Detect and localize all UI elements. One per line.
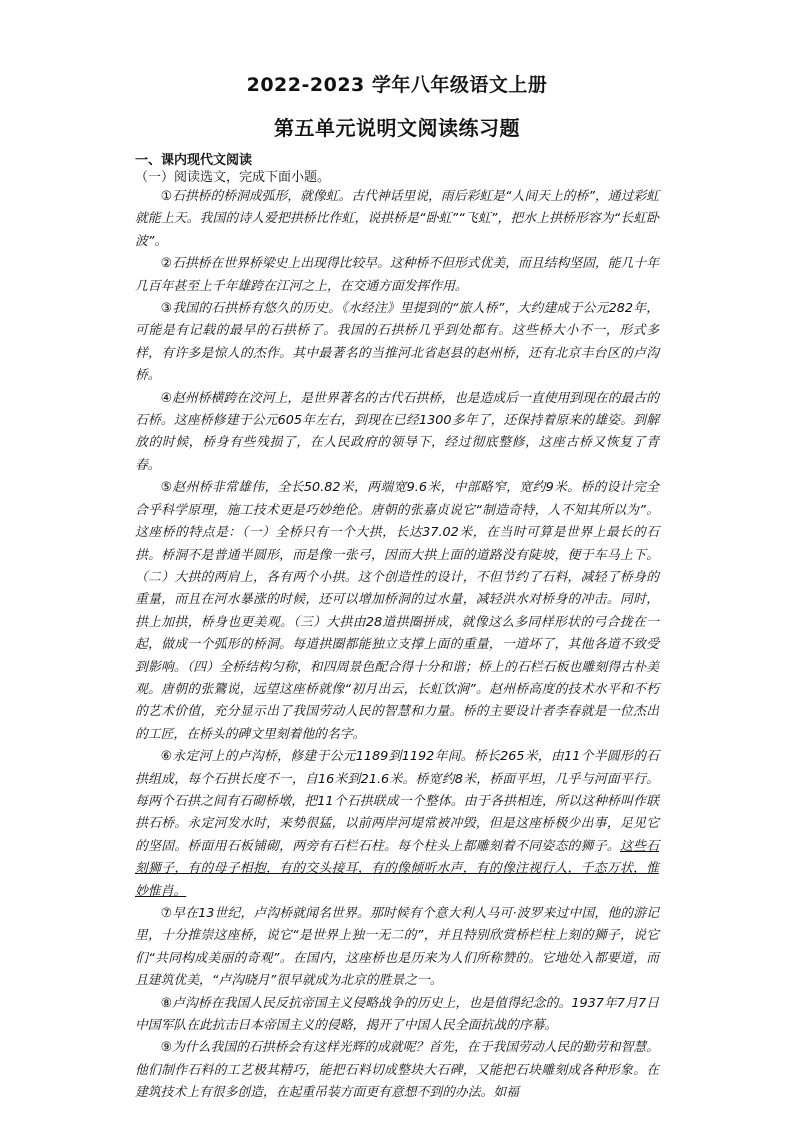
paragraph-1: ①石拱桥的桥洞成弧形，就像虹。古代神话里说，雨后彩虹是“人间天上的桥”，通过彩虹就能上天。我国的诗人爱把拱桥比作虹，说拱桥是“卧虹”“飞虹”，把水上拱桥形容为“长虹卧波”。 — [135, 189, 659, 249]
paragraph-4: ④赵州桥横跨在洨河上，是世界著名的古代石拱桥，也是造成后一直使用到现在的最古的石桥。这座桥修建于公元605年左右，到现在已经1300多年了，还保持着原来的雄姿。到解放的时候，桥身有些残损了，在人民政府的领导下，经过彻底整修，这座古桥又恢复了青春。 — [135, 390, 659, 473]
paragraph-3: ③我国的石拱桥有悠久的历史。《水经注》里提到的“旅人桥”，大约建成于公元282年，可能是有记载的最早的石拱桥了。我国的石拱桥几乎到处都有。这些桥大小不一，形式多样，有许多是惊人的杰作。其中最著名的当推河北省赵县的赵州桥，还有北京丰台区的卢沟桥。 — [135, 301, 659, 384]
paragraph-5: ⑤赵州桥非常雄伟，全长50.82米，两端宽9.6米，中部略窄，宽约9米。桥的设计完全合乎科学原理，施工技术更是巧妙绝伦。唐朝的张嘉贞说它“制造奇特，人不知其所以为”。这座桥的特点是：（一）全桥只有一个大拱，长达37.02米，在当时可算是世界上最长的石拱。桥洞不是普通半圆形，而是像一张弓，因而大拱上面的道路没有陡坡，便于车马上下。（二）大拱的两肩上，各有两个小拱。这个创造性的设计，不但节约了石料，减轻了桥身的重量，而且在河水暴涨的时候，还可以增加桥洞的过水量，减轻洪水对桥身的冲击。同时，拱上加拱，桥身也更美观。（三）大拱由28道拱圈拼成，就像这么多同样形状的弓合拢在一起，做成一个弧形的桥洞。每道拱圈都能独立支撑上面的重量，一道坏了，其他各道不致受到影响。（四）全桥结构匀称，和四周景色配合得十分和谐；桥上的石栏石板也雕刻得古朴美观。唐朝的张鷟说，远望这座桥就像“初月出云，长虹饮涧”。赵州桥高度的技术水平和不朽的艺术价值，充分显示出了我国劳动人民的智慧和力量。桥的主要设计者李春就是一位杰出的工匠，在桥头的碑文里刻着他的名字。 — [135, 480, 659, 742]
paragraph-6-text: ⑥永定河上的卢沟桥，修建于公元1189到1192年间。桥长265米，由11个半圆形的石拱组成，每个石拱长度不一，自16米到21.6米。桥宽约8米，桥面平坦，几乎与河面平行。每两个石拱之间有石砌桥墩，把11个石拱联成一个整体。由于各拱相连，所以这种桥叫作联拱石桥。永定河发水时，来势很猛，以前两岸河堤常被冲毁，但是这座桥极少出事，足见它的坚固。桥面用石板铺砌，两旁有石栏石柱。每个柱头上都雕刻着不同姿态的狮子。 — [135, 749, 659, 854]
paragraph-6 — [135, 746, 659, 903]
section-heading: 一、课内现代文阅读 — [135, 153, 253, 168]
instruction-text: （一）阅读选文，完成下面小题。 — [135, 170, 331, 185]
document-title: 2022-2023 学年八年级语文上册 — [246, 74, 548, 96]
paragraph-2: ②石拱桥在世界桥梁史上出现得比较早。这种桥不但形式优美，而且结构坚固，能几十年几百年甚至上千年雄跨在江河之上，在交通方面发挥作用。 — [135, 256, 659, 294]
underlined-sentence: 这些石刻狮子，有的母子相抱，有的交头接耳，有的像倾听水声，有的像注视行人，千态万状，惟妙惟肖。 — [135, 838, 660, 899]
document-subtitle: 第五单元说明文阅读练习题 — [274, 116, 520, 140]
paragraph-8: ⑧卢沟桥在我国人民反抗帝国主义侵略战争的历史上，也是值得纪念的。1937年7月7日中国军队在此抗击日本帝国主义的侵略，揭开了中国人民全面抗战的序幕。 — [135, 995, 659, 1034]
paragraph-7: ⑦早在13世纪，卢沟桥就闻名世界。那时候有个意大利人马可·波罗来过中国，他的游记里，十分推崇这座桥，说它“是世界上独一无二的”，并且特别欣赏桥栏柱上刻的狮子，说它们“共同构成美丽的奇观”。在国内，这座桥也是历来为人们所称赞的。它地处入都要道，而且建筑优美，“卢沟晓月”很早就成为北京的胜景之一。 — [135, 906, 659, 989]
paragraph-9: ⑨为什么我国的石拱桥会有这样光辉的成就呢？首先，在于我国劳动人民的勤劳和智慧。他们制作石料的工艺极其精巧，能把石料切成整块大石碑，又能把石块雕刻成各种形象。在建筑技术上有很多创造，在起重吊装方面更有意想不到的办法。如福 — [135, 1040, 659, 1101]
reading-passage — [135, 186, 659, 1105]
